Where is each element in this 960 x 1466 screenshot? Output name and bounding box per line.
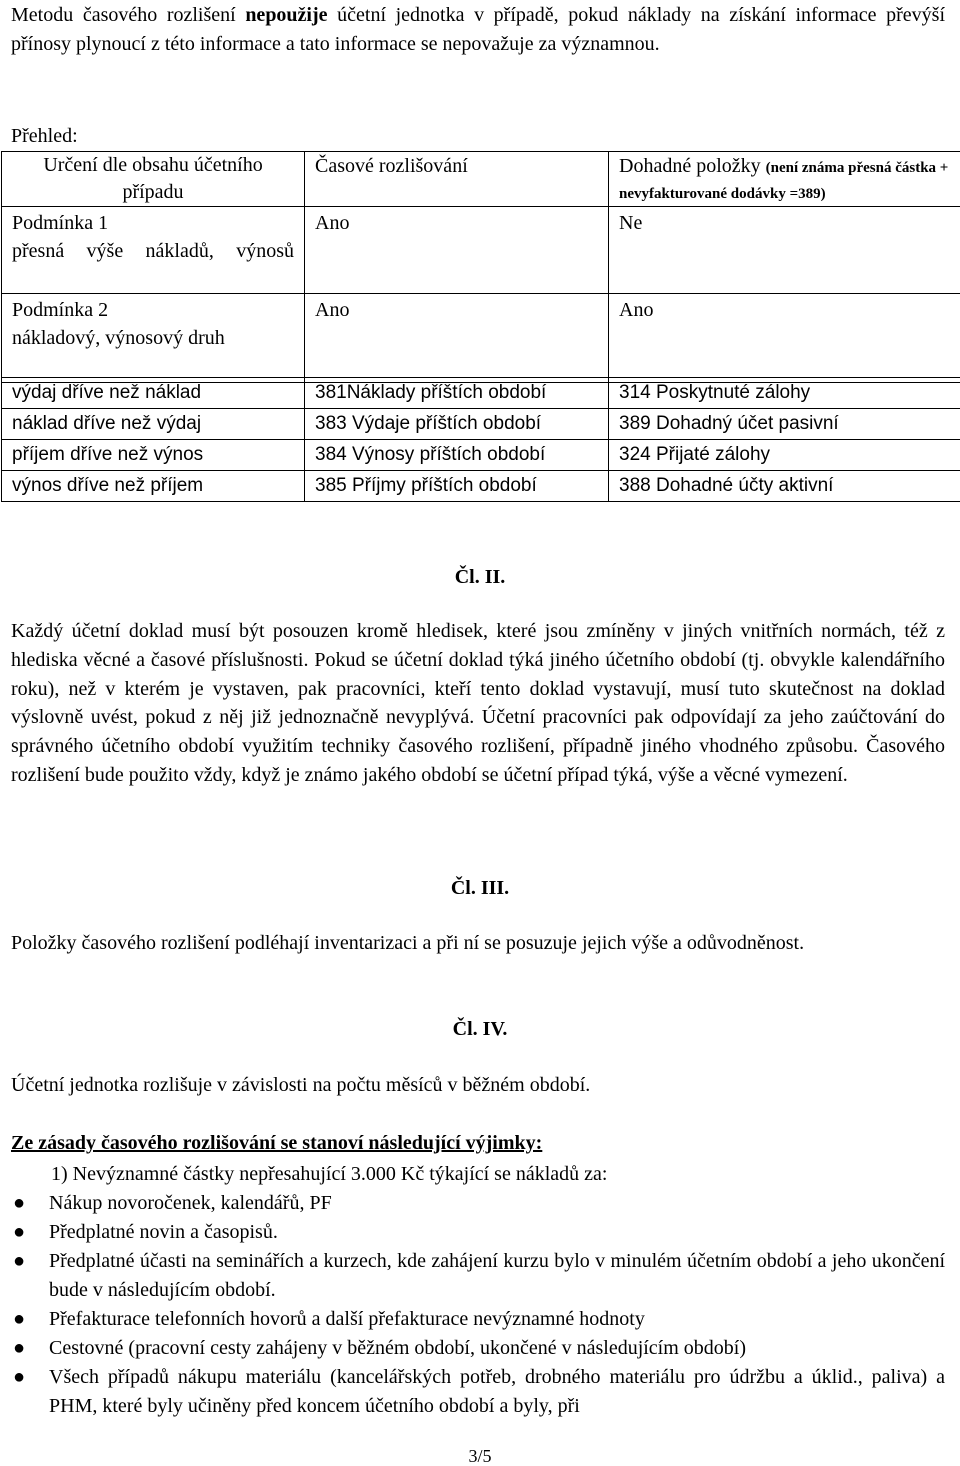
list-item-text: Všech případů nákupu materiálu (kancelářských potřeb, drobného materiálu pro údržbu a úklid., paliva) a PHM, které byly učiněny před koncem účetního období a byly, při bbox=[49, 1366, 945, 1417]
list-item bbox=[11, 1247, 945, 1305]
list-item-text: Cestovné (pracovní cesty zahájeny v běžném období, ukončené v následujícím období) bbox=[49, 1337, 747, 1359]
row-condition-cell bbox=[2, 294, 305, 383]
header-cell-estimates bbox=[609, 152, 960, 207]
condition-title: Podmínka 1 bbox=[12, 212, 109, 234]
comparison-row bbox=[2, 294, 960, 383]
condition-title: Podmínka 2 bbox=[12, 299, 109, 321]
intro-bold-word: nepoužije bbox=[245, 4, 328, 26]
condition-desc: nákladový, výnosový druh bbox=[12, 327, 225, 349]
account-row bbox=[2, 471, 960, 502]
overview-label: Přehled: bbox=[11, 125, 78, 147]
list-item bbox=[11, 1189, 945, 1218]
list-item-text: Přefakturace telefonních hovorů a další přefakturace nevýznamné hodnoty bbox=[49, 1308, 645, 1330]
list-item bbox=[11, 1305, 945, 1334]
bullet-icon: ● bbox=[13, 1192, 26, 1214]
header-content-label: Určení dle obsahu účetního případu bbox=[43, 154, 263, 203]
account-cell-estimate: 389 Dohadný účet pasivní bbox=[609, 409, 960, 440]
row-accruals-cell bbox=[305, 294, 609, 383]
page-number: 3/5 bbox=[468, 1446, 492, 1466]
account-mapping-table bbox=[1, 377, 960, 502]
header-estimates-note: (není známa přesná částka + nevyfakturované dodávky =389) bbox=[619, 160, 949, 202]
intro-text-end: účetní jednotka v případě, pokud náklady na získání informace převýší přínosy plynoucí z této informace a tato informace se nepovažuje za významnou. bbox=[11, 4, 946, 55]
list-item bbox=[11, 1218, 945, 1247]
row-estimates-cell bbox=[609, 294, 960, 383]
article-3-text: Položky časového rozlišení podléhají inventarizaci a při ní se posuzuje jejich výše a odůvodněnost. bbox=[11, 932, 805, 954]
account-cell-accrual: 384 Výnosy příštích období bbox=[305, 440, 609, 471]
intro-text-start: Metodu časového rozlišení bbox=[11, 4, 246, 26]
account-cell-situation: výnos dříve než příjem bbox=[2, 471, 305, 502]
article-4-heading: Čl. IV. bbox=[452, 1018, 508, 1040]
exceptions-heading: Ze zásady časového rozlišování se stanoví následující výjimky: bbox=[11, 1132, 543, 1154]
header-cell-content bbox=[2, 152, 305, 207]
account-row bbox=[2, 378, 960, 409]
header-estimates-label: Dohadné položky bbox=[619, 155, 761, 177]
article-3-heading: Čl. III. bbox=[450, 877, 510, 899]
row-condition-cell bbox=[2, 207, 305, 294]
bullet-icon: ● bbox=[13, 1308, 26, 1330]
intro-paragraph bbox=[11, 1, 945, 59]
comparison-row bbox=[2, 207, 960, 294]
numbered-item: 1) Nevýznamné částky nepřesahující 3.000 Kč týkající se nákladů za: bbox=[51, 1163, 608, 1185]
account-cell-accrual: 385 Příjmy příštích období bbox=[305, 471, 609, 502]
row-estimates-cell bbox=[609, 207, 960, 294]
account-cell-accrual: 383 Výdaje příštích období bbox=[305, 409, 609, 440]
accruals-value: Ano bbox=[315, 299, 350, 321]
account-cell-estimate: 314 Poskytnuté zálohy bbox=[609, 378, 960, 409]
header-accruals-label: Časové rozlišování bbox=[315, 155, 468, 177]
article-4-text: Účetní jednotka rozlišuje v závislosti na počtu měsíců v běžném období. bbox=[11, 1074, 591, 1096]
estimates-value: Ne bbox=[619, 212, 643, 234]
list-item-text: Předplatné účasti na seminářích a kurzech, kde zahájení kurzu bylo v minulém účetním období a jeho ukončení bude v následujícím období. bbox=[49, 1250, 945, 1301]
estimates-value: Ano bbox=[619, 299, 654, 321]
account-cell-situation: příjem dříve než výnos bbox=[2, 440, 305, 471]
bullet-icon: ● bbox=[13, 1366, 26, 1388]
account-row bbox=[2, 440, 960, 471]
article-2-text: Každý účetní doklad musí být posouzen kromě hledisek, které jsou zmíněny v jiných vnitřních normách, též z hlediska věcné a časové příslušnosti. Pokud se účetní doklad týká jiného účetního období (tj. obvykle kalendářního roku), než v kterém je vystaven, pak pracovníci, kteří tento doklad vystavují, musí tuto skutečnost na doklad výslovně uvést, pokud z něj již jednoznačně nevyplývá. Účetní pracovníci pak odpovídají za jeho zaúčtování do správného účetního období využitím techniky časového rozlišení, případně jiného vhodného způsobu. Časového rozlišení bude použito vždy, když je známo jakého období se účetní případ týká, výše a věcné vymezení. bbox=[11, 620, 945, 786]
condition-desc: přesná výše nákladů, výnosů bbox=[12, 240, 294, 262]
comparison-table-header bbox=[2, 152, 960, 207]
header-cell-accruals bbox=[305, 152, 609, 207]
bullet-icon: ● bbox=[13, 1250, 26, 1272]
account-cell-situation: náklad dříve než výdaj bbox=[2, 409, 305, 440]
bullet-icon: ● bbox=[13, 1337, 26, 1359]
row-accruals-cell bbox=[305, 207, 609, 294]
exceptions-list bbox=[11, 1160, 945, 1421]
article-2-heading: Čl. II. bbox=[454, 566, 506, 588]
account-row bbox=[2, 409, 960, 440]
account-cell-estimate: 324 Přijaté zálohy bbox=[609, 440, 960, 471]
account-cell-accrual: 381Náklady příštích období bbox=[305, 378, 609, 409]
account-cell-situation: výdaj dříve než náklad bbox=[2, 378, 305, 409]
list-item-text: Předplatné novin a časopisů. bbox=[49, 1221, 278, 1243]
comparison-table bbox=[1, 151, 960, 383]
bullet-icon: ● bbox=[13, 1221, 26, 1243]
list-item-text: Nákup novoročenek, kalendářů, PF bbox=[49, 1192, 332, 1214]
accruals-value: Ano bbox=[315, 212, 350, 234]
list-item bbox=[11, 1363, 945, 1421]
account-cell-estimate: 388 Dohadné účty aktivní bbox=[609, 471, 960, 502]
list-item bbox=[11, 1334, 945, 1363]
